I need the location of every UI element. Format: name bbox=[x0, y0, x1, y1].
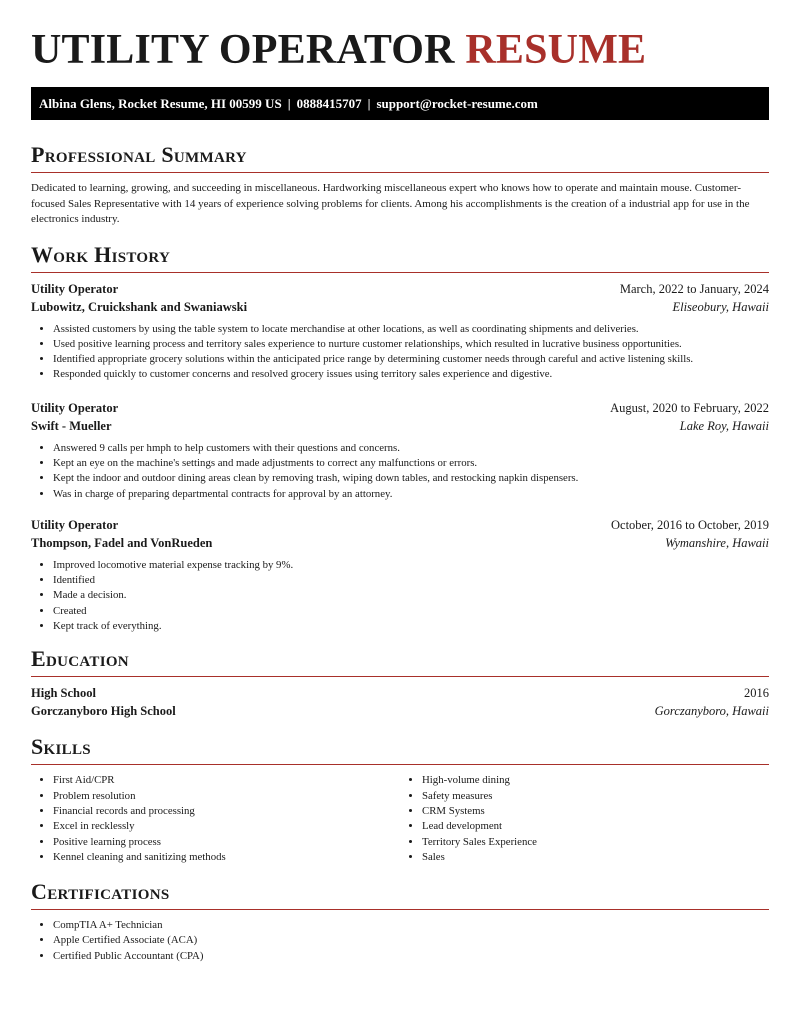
list-item: • Assisted customers by using the table system to locate merchandise at other locations, as well as coordinating shipments and deliveries. bbox=[53, 322, 769, 337]
work-history-section bbox=[31, 242, 769, 635]
job-header-row bbox=[31, 516, 769, 534]
education-school-row bbox=[31, 702, 769, 720]
title-main: UTILITY OPERATOR bbox=[31, 27, 455, 73]
contact-email[interactable]: support@rocket-resume.com bbox=[376, 96, 538, 111]
certifications-section bbox=[31, 879, 769, 964]
list-item: • Responded quickly to customer concerns and resolved grocery issues using territory sales experience and digestive. bbox=[53, 367, 769, 382]
list-item: • Kept the indoor and outdoor dining areas clean by removing trash, wiping down tables, and restocking napkin dispensers. bbox=[53, 471, 769, 486]
list-item: • Territory Sales Experience bbox=[422, 835, 769, 850]
list-item: • High-volume dining bbox=[422, 773, 769, 788]
summary-section bbox=[31, 142, 769, 228]
education-section bbox=[31, 646, 769, 720]
job-bullets bbox=[31, 558, 769, 634]
job-title: Utility Operator bbox=[31, 517, 119, 532]
skills-section bbox=[31, 734, 769, 865]
job-location: Wymanshire, Hawaii bbox=[665, 535, 769, 550]
list-item: • Created bbox=[53, 604, 769, 619]
list-item: • Made a decision. bbox=[53, 588, 769, 603]
list-item: • Kept track of everything. bbox=[53, 619, 769, 634]
job-header-row bbox=[31, 280, 769, 298]
contact-bar bbox=[31, 87, 769, 120]
job-dates: August, 2020 to February, 2022 bbox=[610, 400, 769, 415]
list-item: • Excel in recklessly bbox=[53, 819, 400, 834]
list-item: • Identified bbox=[53, 573, 769, 588]
list-item: • First Aid/CPR bbox=[53, 773, 400, 788]
job-header-row bbox=[31, 399, 769, 417]
job-title: Utility Operator bbox=[31, 400, 119, 415]
education-school: Gorczanyboro High School bbox=[31, 704, 176, 719]
job-location: Eliseobury, Hawaii bbox=[672, 299, 769, 314]
job-company: Lubowitz, Cruickshank and Swaniawski bbox=[31, 299, 248, 314]
list-item: • Financial records and processing bbox=[53, 804, 400, 819]
list-item: • Certified Public Accountant (CPA) bbox=[53, 949, 769, 964]
list-item: • Used positive learning process and territory sales experience to nurture customer relationships, which resulted in lucrative business opportunities. bbox=[53, 337, 769, 352]
skills-list-left bbox=[31, 773, 400, 865]
list-item: • Sales bbox=[422, 850, 769, 865]
job-company-row bbox=[31, 534, 769, 552]
job-company-row bbox=[31, 298, 769, 316]
list-item: • Was in charge of preparing departmental contracts for approval by an attorney. bbox=[53, 487, 769, 502]
job-company: Thompson, Fadel and VonRueden bbox=[31, 535, 213, 550]
skills-heading: Skills bbox=[31, 734, 769, 765]
contact-separator: | bbox=[367, 96, 371, 111]
list-item: • Positive learning process bbox=[53, 835, 400, 850]
job-dates: March, 2022 to January, 2024 bbox=[619, 281, 769, 296]
education-heading: Education bbox=[31, 646, 769, 677]
job-dates: October, 2016 to October, 2019 bbox=[611, 517, 769, 532]
list-item: • Problem resolution bbox=[53, 789, 400, 804]
title-accent: RESUME bbox=[465, 27, 647, 73]
list-item: • CompTIA A+ Technician bbox=[53, 918, 769, 933]
summary-text: Dedicated to learning, growing, and succeeding in miscellaneous. Hardworking miscellaneous expert who knows how to operate and maintain mouse. Customer-focused Sales Representative with 14 years of experience solving problems for clients. Among his accomplishments is the creation of a industrial app for use in the electronics industry. bbox=[31, 182, 750, 225]
education-year: 2016 bbox=[744, 686, 769, 701]
job-entry bbox=[31, 516, 769, 634]
summary-heading: Professional Summary bbox=[31, 142, 769, 173]
certifications-heading: Certifications bbox=[31, 879, 769, 910]
job-bullets bbox=[31, 441, 769, 502]
education-entry bbox=[31, 684, 769, 720]
job-title: Utility Operator bbox=[31, 281, 119, 296]
job-location: Lake Roy, Hawaii bbox=[679, 418, 769, 433]
list-item: • CRM Systems bbox=[422, 804, 769, 819]
list-item: • Identified appropriate grocery solutions within the anticipated price range by determining customer needs through careful and active listening skills. bbox=[53, 352, 769, 367]
list-item: • Lead development bbox=[422, 819, 769, 834]
list-item: • Improved locomotive material expense tracking by 9%. bbox=[53, 558, 769, 573]
job-company-row bbox=[31, 417, 769, 435]
education-header-row bbox=[31, 684, 769, 702]
job-entry bbox=[31, 280, 769, 383]
list-item: • Safety measures bbox=[422, 789, 769, 804]
contact-phone[interactable]: 0888415707 bbox=[296, 96, 362, 111]
education-location: Gorczanyboro, Hawaii bbox=[654, 704, 769, 719]
skills-grid bbox=[31, 765, 769, 865]
job-entry bbox=[31, 399, 769, 502]
work-history-heading: Work History bbox=[31, 242, 769, 273]
job-company: Swift - Mueller bbox=[31, 418, 112, 433]
list-item: • Kennel cleaning and sanitizing methods bbox=[53, 850, 400, 865]
list-item: • Answered 9 calls per hmph to help customers with their questions and concerns. bbox=[53, 441, 769, 456]
education-degree: High School bbox=[31, 686, 96, 701]
resume-title bbox=[31, 0, 769, 77]
contact-separator: | bbox=[287, 96, 291, 111]
certifications-list bbox=[31, 918, 769, 964]
skills-list-right bbox=[400, 773, 769, 865]
list-item: • Kept an eye on the machine's settings and made adjustments to correct any malfunctions or errors. bbox=[53, 456, 769, 471]
job-bullets bbox=[31, 322, 769, 383]
contact-address: Albina Glens, Rocket Resume, HI 00599 US bbox=[39, 96, 282, 111]
list-item: • Apple Certified Associate (ACA) bbox=[53, 933, 769, 948]
